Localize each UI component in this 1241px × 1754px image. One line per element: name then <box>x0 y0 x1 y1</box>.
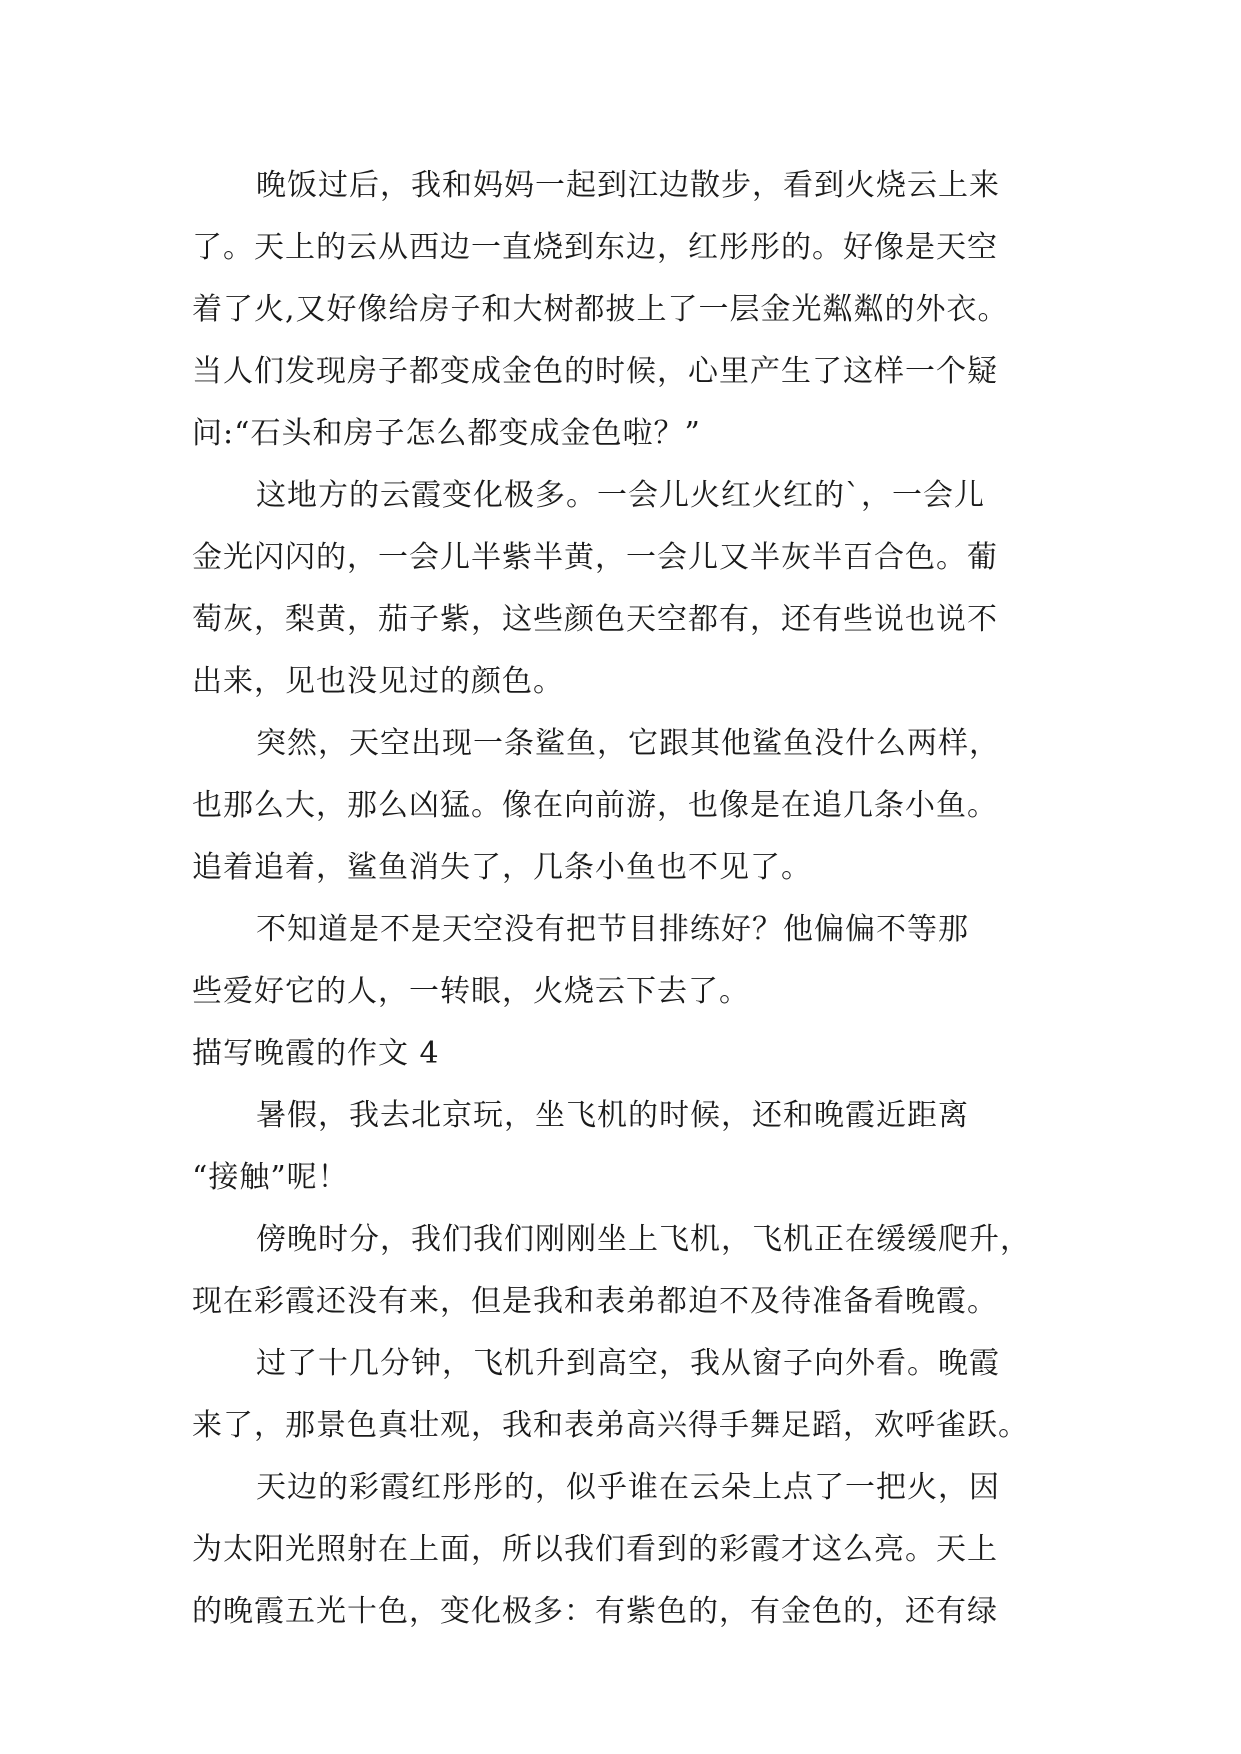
paragraph-line: 晚饭过后，我和妈妈一起到江边散步，看到火烧云上来 <box>256 168 1000 203</box>
paragraph-line: 来了，那景色真壮观，我和表弟高兴得手舞足蹈，欢呼雀跃。 <box>192 1408 1029 1443</box>
paragraph-line: 金光闪闪的，一会儿半紫半黄，一会儿又半灰半百合色。葡 <box>192 540 998 575</box>
paragraph-line: 了。天上的云从西边一直烧到东边，红彤彤的。好像是天空 <box>192 230 998 265</box>
paragraph-line: 过了十几分钟，飞机升到高空，我从窗子向外看。晚霞 <box>256 1346 1000 1381</box>
paragraph-line: 现在彩霞还没有来，但是我和表弟都迫不及待准备看晚霞。 <box>192 1284 998 1319</box>
paragraph-line: 天边的彩霞红彤彤的，似乎谁在云朵上点了一把火，因 <box>256 1470 1000 1505</box>
paragraph-line: 出来，见也没见过的颜色。 <box>192 664 564 699</box>
paragraph-line: 问:“石头和房子怎么都变成金色啦？” <box>192 416 701 451</box>
paragraph-line: 着了火,又好像给房子和大树都披上了一层金光粼粼的外衣。 <box>192 292 1009 327</box>
paragraph-line: 也那么大，那么凶猛。像在向前游，也像是在追几条小鱼。 <box>192 788 998 823</box>
paragraph-line: 些爱好它的人，一转眼，火烧云下去了。 <box>192 974 750 1009</box>
paragraph-line: 为太阳光照射在上面，所以我们看到的彩霞才这么亮。天上 <box>192 1532 998 1567</box>
paragraph-line: 当人们发现房子都变成金色的时候，心里产生了这样一个疑 <box>192 354 998 389</box>
paragraph-line: 傍晚时分，我们我们刚刚坐上飞机，飞机正在缓缓爬升， <box>256 1222 1031 1257</box>
paragraph-line: 的晚霞五光十色，变化极多：有紫色的，有金色的，还有绿 <box>192 1594 998 1629</box>
paragraph-line: 这地方的云霞变化极多。一会儿火红火红的`，一会儿 <box>256 478 985 513</box>
paragraph-line: 不知道是不是天空没有把节目排练好？他偏偏不等那 <box>256 912 969 947</box>
paragraph-line: 暑假，我去北京玩，坐飞机的时候，还和晚霞近距离 <box>256 1098 969 1133</box>
paragraph-line: 萄灰，梨黄，茄子紫，这些颜色天空都有，还有些说也说不 <box>192 602 998 637</box>
paragraph-line: “接触”呢！ <box>192 1160 349 1195</box>
paragraph-line: 追着追着，鲨鱼消失了，几条小鱼也不见了。 <box>192 850 812 885</box>
section-heading: 描写晚霞的作文 4 <box>192 1036 440 1071</box>
paragraph-line: 突然，天空出现一条鲨鱼，它跟其他鲨鱼没什么两样， <box>256 726 1000 761</box>
